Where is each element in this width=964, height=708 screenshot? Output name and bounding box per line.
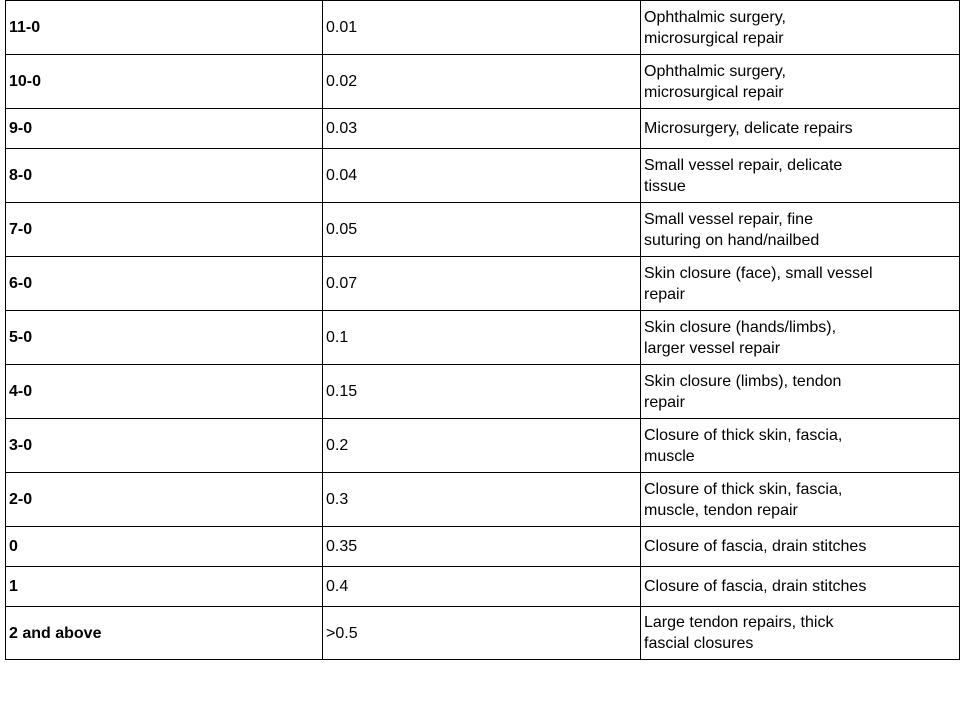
use-line: repair [644, 393, 685, 411]
suture-size-cell: 2-0 [6, 473, 323, 527]
diameter-cell: 0.4 [323, 567, 641, 607]
diameter-cell: 0.02 [323, 55, 641, 109]
use-cell [641, 607, 960, 660]
suture-size-cell: 4-0 [6, 365, 323, 419]
suture-size-cell: 7-0 [6, 203, 323, 257]
use-line: larger vessel repair [644, 339, 781, 357]
diameter-cell: >0.5 [323, 607, 641, 660]
use-line: Closure of thick skin, fascia, [644, 480, 843, 498]
use-cell [641, 473, 960, 527]
table-row [6, 109, 960, 149]
use-cell [641, 419, 960, 473]
use-line: Closure of fascia, drain stitches [644, 578, 867, 595]
table-row [6, 311, 960, 365]
use-line: muscle, tendon repair [644, 501, 798, 519]
table-row [6, 527, 960, 567]
use-cell [641, 567, 960, 607]
use-line: Microsurgery, delicate repairs [644, 120, 853, 137]
use-line: microsurgical repair [644, 83, 784, 101]
use-cell [641, 55, 960, 109]
suture-size-table [5, 0, 960, 660]
diameter-cell: 0.04 [323, 149, 641, 203]
table-row [6, 607, 960, 660]
diameter-cell: 0.01 [323, 1, 641, 55]
diameter-cell: 0.05 [323, 203, 641, 257]
use-line: Skin closure (hands/limbs), [644, 318, 837, 336]
table-row [6, 55, 960, 109]
diameter-cell: 0.1 [323, 311, 641, 365]
diameter-cell: 0.15 [323, 365, 641, 419]
table-row [6, 473, 960, 527]
use-line: fascial closures [644, 635, 754, 652]
suture-size-cell: 5-0 [6, 311, 323, 365]
suture-size-cell: 8-0 [6, 149, 323, 203]
use-cell [641, 1, 960, 55]
suture-size-cell: 10-0 [6, 55, 323, 109]
use-line: Ophthalmic surgery, [644, 62, 786, 80]
diameter-cell: 0.07 [323, 257, 641, 311]
table-row [6, 257, 960, 311]
use-line: Small vessel repair, delicate [644, 156, 843, 174]
table-row [6, 1, 960, 55]
use-line: Closure of fascia, drain stitches [644, 538, 867, 555]
use-cell [641, 203, 960, 257]
table-row [6, 203, 960, 257]
table-row [6, 567, 960, 607]
table-body [6, 1, 960, 660]
use-cell [641, 527, 960, 567]
use-line: Ophthalmic surgery, [644, 8, 786, 26]
table-row [6, 149, 960, 203]
diameter-cell: 0.35 [323, 527, 641, 567]
table-row [6, 419, 960, 473]
use-line: Skin closure (limbs), tendon [644, 372, 842, 390]
use-cell [641, 149, 960, 203]
use-cell [641, 365, 960, 419]
suture-size-cell: 6-0 [6, 257, 323, 311]
table-row [6, 365, 960, 419]
diameter-cell: 0.3 [323, 473, 641, 527]
diameter-cell: 0.03 [323, 109, 641, 149]
suture-size-cell: 0 [6, 527, 323, 567]
use-line: Large tendon repairs, thick [644, 614, 834, 631]
suture-size-cell: 9-0 [6, 109, 323, 149]
use-line: Skin closure (face), small vessel [644, 264, 873, 282]
use-line: tissue [644, 177, 686, 195]
use-line: Closure of thick skin, fascia, [644, 426, 843, 444]
suture-size-cell: 1 [6, 567, 323, 607]
use-line: microsurgical repair [644, 29, 784, 47]
use-cell [641, 311, 960, 365]
suture-size-cell: 11-0 [6, 1, 323, 55]
use-line: Small vessel repair, fine [644, 210, 813, 228]
use-line: repair [644, 285, 685, 303]
use-line: suturing on hand/nailbed [644, 231, 820, 249]
suture-size-cell: 3-0 [6, 419, 323, 473]
use-cell [641, 257, 960, 311]
use-line: muscle [644, 447, 695, 465]
use-cell [641, 109, 960, 149]
diameter-cell: 0.2 [323, 419, 641, 473]
suture-size-cell: 2 and above [6, 607, 323, 660]
